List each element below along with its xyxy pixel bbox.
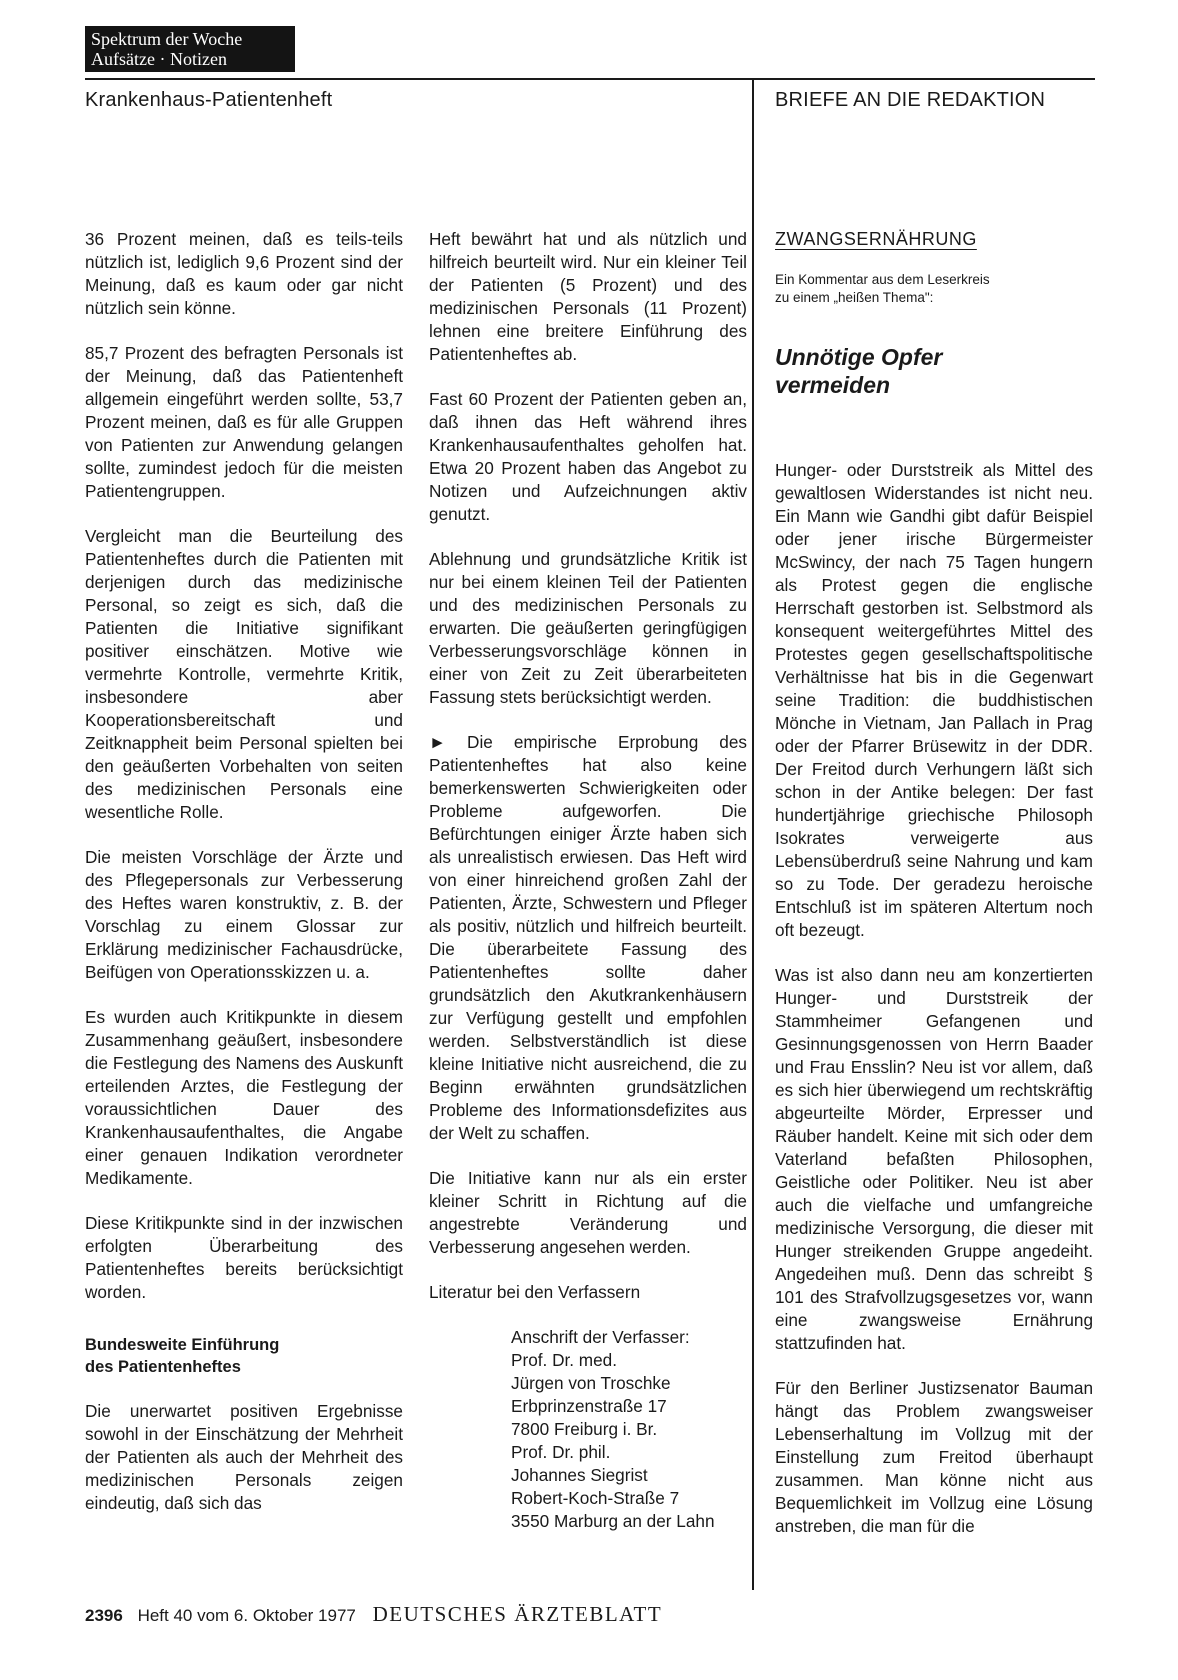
letter-title-line-2: vermeiden xyxy=(775,372,891,398)
column-1 xyxy=(85,228,403,1515)
column-2 xyxy=(429,228,747,1533)
paragraph: Es wurden auch Kritikpunkte in diesem Zusammenhang geäußert, insbesondere die Festlegung des Namens des Auskunft erteilenden Arztes, die Festlegung der voraussichtlichen Dauer des Krankenhausaufenthaltes, die Angabe einer genauen Indikation verordneter Medikamente. xyxy=(85,1007,403,1188)
badge-line-2: Aufsätze · Notizen xyxy=(91,49,227,69)
column-3 xyxy=(775,228,1093,1538)
author-address xyxy=(511,1326,747,1533)
paragraph: Ablehnung und grundsätzliche Kritik ist nur bei einem kleinen Teil der Patienten und des medizinischen Personals zu erwarten. Die geäußerten geringfügigen Verbesserungsvorschläge können in einer von Zeit zu Zeit überarbeiteten Fassung stets berücksichtigt werden. xyxy=(429,549,747,707)
paragraph: 85,7 Prozent des befragten Personals ist der Meinung, daß das Patientenheft allgemein eingeführt werden sollte, 53,7 Prozent meinen, daß es für alle Gruppen von Patienten zur Anwendung gelangen sollte, zumindest jedoch für die meisten Patientengruppen. xyxy=(85,343,403,501)
intro-line-1: Ein Kommentar aus dem Leserkreis xyxy=(775,272,990,287)
address-line: Prof. Dr. med. xyxy=(511,1350,618,1370)
section-badge xyxy=(85,26,295,72)
paragraph: Was ist also dann neu am konzertierten Hunger- und Durststreik der Stammheimer Gefangenen und Gesinnungsgenossen von Herrn Baader und Frau Ensslin? Neu ist vor allem, daß es sich hier überwiegend um rechtskräftig abgeurteilte Mörder, Erpresser und Räuber handelt. Keine mit sich oder dem Vaterland befaßten Philosophen, Geistliche oder Politiker. Neu ist aber auch die vielfache und umfangreiche medizinische Versorgung, die dieser mit Hunger streikenden Gruppe angedeiht. Angedeihen muß. Denn das schreibt § 101 des Strafvollzugsgesetzes vor, wann eine zwangsweise Ernährung stattzufinden hat. xyxy=(775,965,1093,1353)
address-line: 7800 Freiburg i. Br. xyxy=(511,1419,658,1439)
address-line: Johannes Siegrist xyxy=(511,1465,648,1485)
left-running-head: Krankenhaus-Patientenheft xyxy=(85,89,333,111)
letter-title-line-1: Unnötige Opfer xyxy=(775,344,943,370)
subheading-line-2: des Patientenheftes xyxy=(85,1358,241,1376)
page-number: 2396 xyxy=(85,1606,123,1625)
intro-text xyxy=(775,271,1093,307)
paragraph: Fast 60 Prozent der Patienten geben an, daß ihnen das Heft während ihres Krankenhausaufenthaltes geholfen hat. Etwa 20 Prozent haben das Angebot zu Notizen und Aufzeichnungen aktiv genutzt. xyxy=(429,389,747,524)
paragraph: Die unerwartet positiven Ergebnisse sowohl in der Einschätzung der Mehrheit der Patienten als auch der Mehrheit des medizinischen Personals zeigen eindeutig, daß sich das xyxy=(85,1401,403,1513)
paragraph: Die Initiative kann nur als ein erster kleiner Schritt in Richtung auf die angestrebte Veränderung und Verbesserung angesehen werden. xyxy=(429,1168,747,1257)
intro-line-2: zu einem „heißen Thema": xyxy=(775,290,934,305)
journal-name: DEUTSCHES ÄRZTEBLATT xyxy=(372,1602,663,1626)
address-line: Prof. Dr. phil. xyxy=(511,1442,611,1462)
paragraph: Vergleicht man die Beurteilung des Patientenheftes durch die Patienten mit derjenigen durch das medizinische Personal, so zeigt es sich, daß die Patienten die Initiative signifikant positiver einschätzen. Motive wie vermehrte Kontrolle, vermehrte Kritik, insbesondere aber Kooperationsbereitschaft und Zeitknappheit beim Personal spielten bei den geäußerten Vorbehalten von seiten des medizinischen Personals eine wesentliche Rolle. xyxy=(85,526,403,822)
paragraph: ► Die empirische Erprobung des Patientenheftes hat also keine bemerkenswerten Schwierigkeiten oder Probleme aufgeworfen. Die Befürchtungen einiger Ärzte haben sich als unrealistisch erwiesen. Das Heft wird von einer hinreichend großen Zahl der Patienten, Ärzte, Schwestern und Pfleger als positiv, nützlich und hilfreich beurteilt. Die überarbeitete Fassung des Patientenheftes sollte daher grundsätzlich den Akutkrankenhäusern zur Verfügung gestellt und empfohlen werden. Selbstverständlich ist diese kleine Initiative nicht ausreichend, die zu Beginn erwähnten grundsätzlichen Probleme des Informationsdefizites aus der Welt zu schaffen. xyxy=(429,732,747,1143)
subheading-line-1: Bundesweite Einführung xyxy=(85,1336,280,1354)
page-footer xyxy=(85,1602,662,1627)
letter-title xyxy=(775,343,1093,399)
badge-line-1: Spektrum der Woche xyxy=(91,29,243,49)
header-rule xyxy=(85,78,1095,80)
address-line: 3550 Marburg an der Lahn xyxy=(511,1511,715,1531)
paragraph: Hunger- oder Durststreik als Mittel des gewaltlosen Widerstandes ist nicht neu. Ein Mann wie Gandhi gibt dafür Beispiel oder jener irische Bürgermeister McSwincy, der nach 75 Tagen hungern als Protest gegen die englische Herrschaft gestorben ist. Selbstmord als konsequent weitergeführtes Mittel des Protestes gegen gesellschaftspolitische Verhältnisse hat bis in die Gegenwart seine Tradition: die buddhistischen Mönche in Vietnam, Jan Pallach in Prag oder der Pfarrer Brüsewitz in der DDR. Der Freitod durch Verhungern läßt sich schon in der Antike belegen: Der fast hundertjährige griechische Philosoph Isokrates verweigerte aus Lebensüberdruß seine Nahrung und kam so zu Tode. Der geradezu heroische Entschluß ist im späteren Altertum noch oft bezeugt. xyxy=(775,460,1093,940)
address-line: Anschrift der Verfasser: xyxy=(511,1327,690,1347)
address-line: Robert-Koch-Straße 7 xyxy=(511,1488,680,1508)
address-line: Erbprinzenstraße 17 xyxy=(511,1396,667,1416)
address-line: Jürgen von Troschke xyxy=(511,1373,671,1393)
paragraph: Die meisten Vorschläge der Ärzte und des Pflegepersonals zur Verbesserung des Heftes waren konstruktiv, z. B. der Vorschlag zu einem Glossar zur Erklärung medizinischer Fachausdrücke, Beifügen von Operationsskizzen u. a. xyxy=(85,847,403,982)
paragraph: 36 Prozent meinen, daß es teils-teils nützlich ist, lediglich 9,6 Prozent sind der Meinung, daß es kaum oder gar nicht nützlich sein könne. xyxy=(85,229,403,318)
subheading xyxy=(85,1334,403,1378)
literature-note: Literatur bei den Verfassern xyxy=(429,1282,641,1302)
paragraph: Diese Kritikpunkte sind in der inzwischen erfolgten Überarbeitung des Patientenheftes bereits berücksichtigt worden. xyxy=(85,1213,403,1302)
letters-section-title: ZWANGSERNÄHRUNG xyxy=(775,229,977,249)
column-divider xyxy=(752,78,754,1590)
paragraph: Für den Berliner Justizsenator Bauman hängt das Problem zwangsweiser Lebenserhaltung im Vollzug mit der Einstellung zum Freitod überhaupt zusammen. Man könne nicht aus Bequemlichkeit im Vollzug eine Lösung anstreben, die man für die xyxy=(775,1378,1093,1536)
issue-info: Heft 40 vom 6. Oktober 1977 xyxy=(137,1606,356,1625)
paragraph: Heft bewährt hat und als nützlich und hilfreich beurteilt wird. Nur ein kleiner Teil der Patienten (5 Prozent) und des medizinischen Personals (11 Prozent) lehnen eine breitere Einführung des Patientenheftes ab. xyxy=(429,229,747,364)
right-running-head: BRIEFE AN DIE REDAKTION xyxy=(775,89,1046,111)
